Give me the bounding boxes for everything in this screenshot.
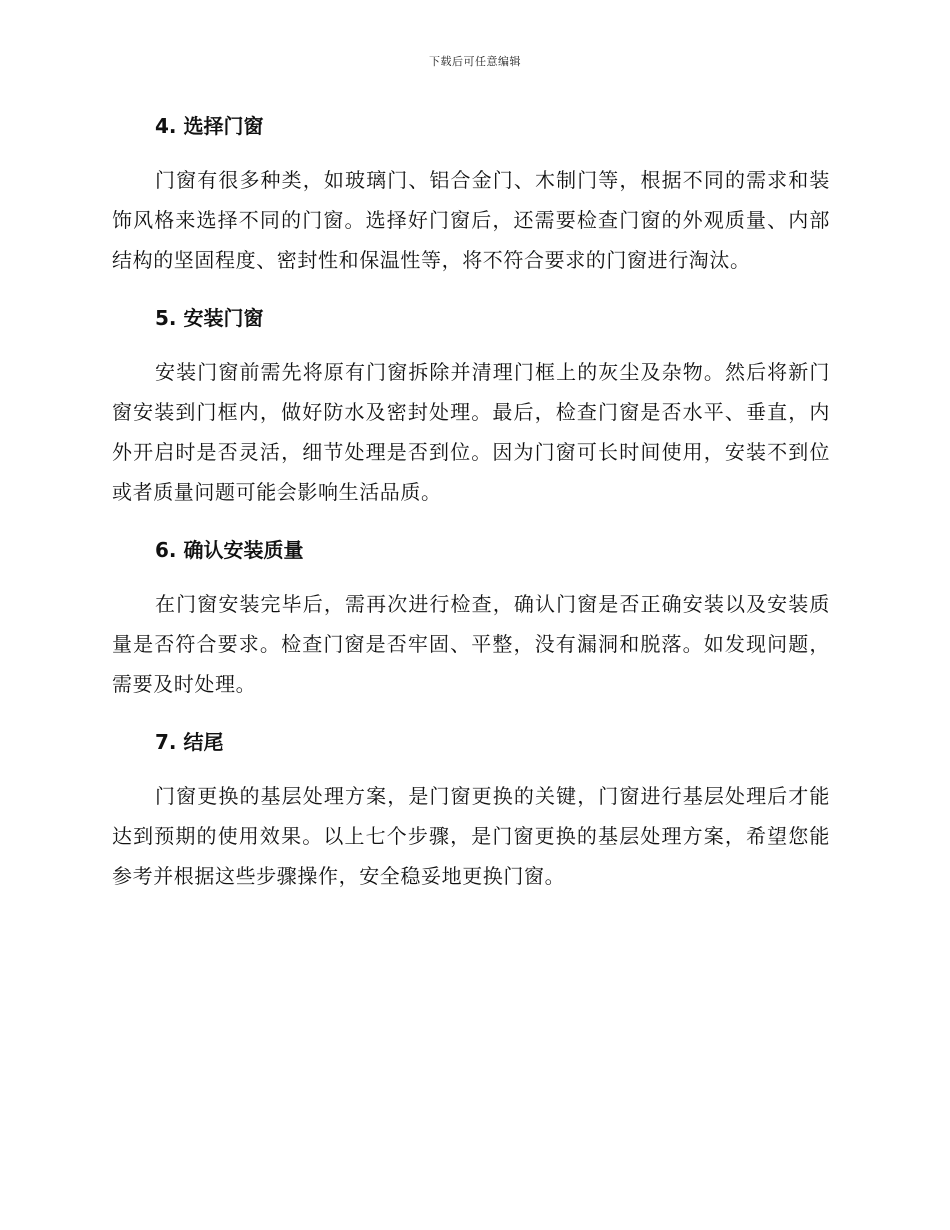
- document-content: [112, 108, 830, 916]
- section-body-confirm-quality: 在门窗安装完毕后，需再次进行检查，确认门窗是否正确安装以及安装质量是否符合要求。检查门窗是否牢固、平整，没有漏洞和脱落。如发现问题，需要及时处理。: [112, 592, 830, 696]
- section-body-install-doors: 安装门窗前需先将原有门窗拆除并清理门框上的灰尘及杂物。然后将新门窗安装到门框内，做好防水及密封处理。最后，检查门窗是否水平、垂直，内外开启时是否灵活，细节处理是否到位。因为门窗可长时间使用，安装不到位或者质量问题可能会影响生活品质。: [112, 360, 830, 504]
- page-header: 下载后可任意编辑: [429, 55, 521, 68]
- section-heading-conclusion: 7. 结尾: [155, 730, 224, 754]
- section-heading-install-doors: 5. 安装门窗: [155, 306, 264, 330]
- section-heading-select-doors: 4. 选择门窗: [155, 114, 264, 138]
- section-body-conclusion: 门窗更换的基层处理方案，是门窗更换的关键，门窗进行基层处理后才能达到预期的使用效果。以上七个步骤，是门窗更换的基层处理方案，希望您能参考并根据这些步骤操作，安全稳妥地更换门窗。: [112, 784, 830, 888]
- section-body-select-doors: 门窗有很多种类，如玻璃门、铝合金门、木制门等，根据不同的需求和装饰风格来选择不同的门窗。选择好门窗后，还需要检查门窗的外观质量、内部结构的坚固程度、密封性和保温性等，将不符合要求的门窗进行淘汰。: [112, 168, 830, 272]
- section-heading-confirm-quality: 6. 确认安装质量: [155, 538, 304, 562]
